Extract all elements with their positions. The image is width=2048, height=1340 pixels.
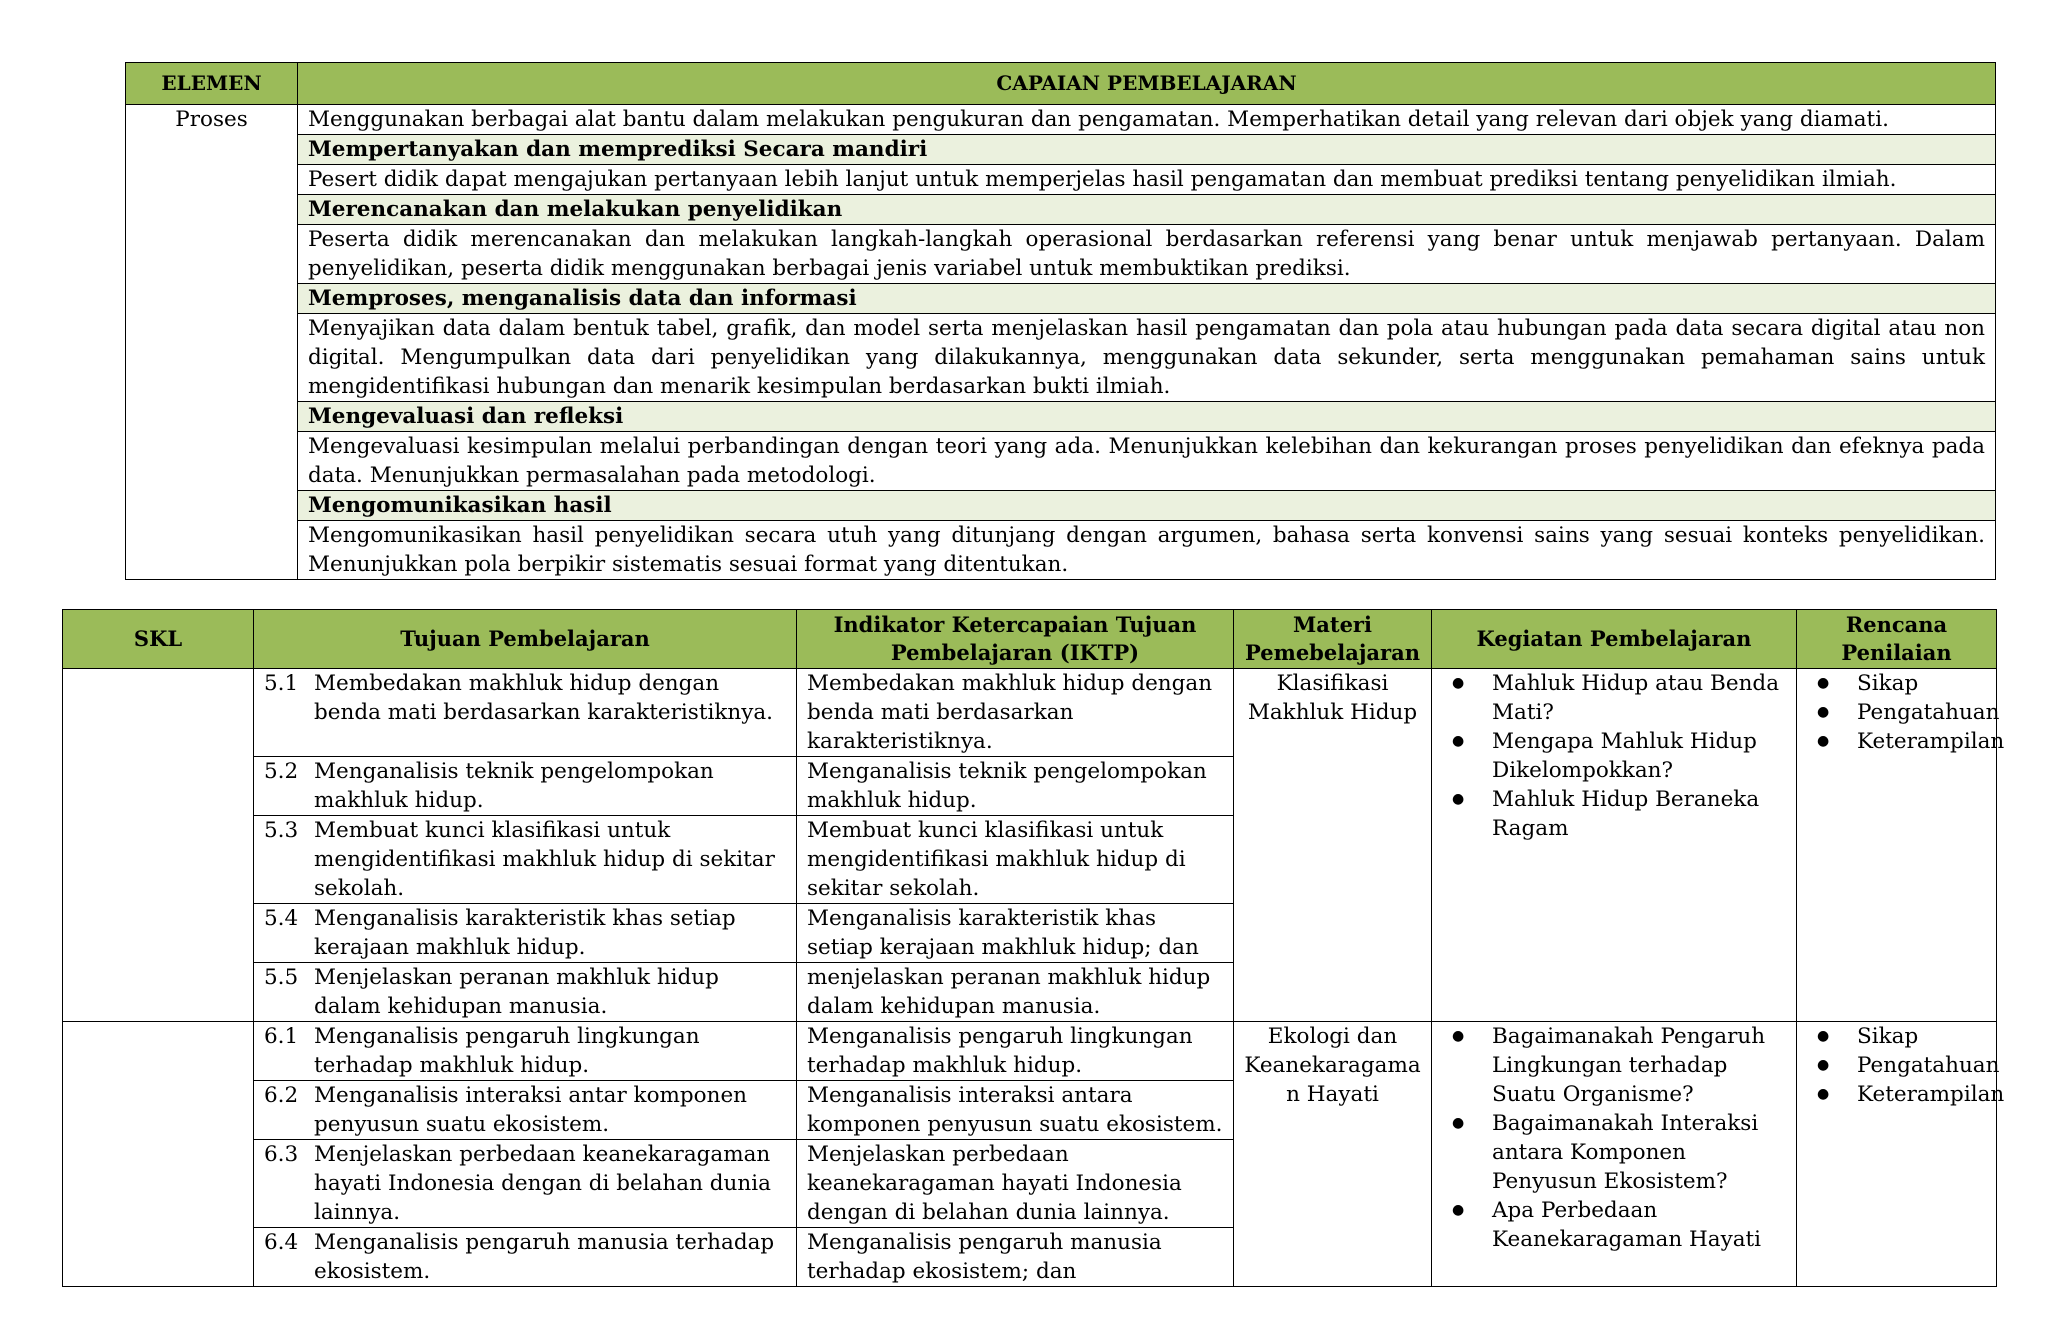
kegiatan-cell [1432, 1022, 1797, 1287]
list-item: ● Keterampilan [1857, 1080, 1986, 1109]
list-item: ● Pengatahuan [1857, 698, 1986, 727]
kegiatan-list [1442, 669, 1786, 843]
tujuan-number: 5.4 [264, 906, 299, 931]
tujuan-number: 5.1 [264, 671, 299, 696]
section-title: Merencanakan dan melakukan penyelidikan [298, 195, 1996, 225]
header-tujuan: Tujuan Pembelajaran [254, 610, 797, 669]
skl-cell [63, 1022, 254, 1287]
section-title: Mengomunikasikan hasil [298, 491, 1996, 521]
iktp-cell: Membedakan makhluk hidup dengan benda mati berdasarkan karakteristiknya. [797, 669, 1234, 757]
iktp-cell: menjelaskan peranan makhluk hidup dalam kehidupan manusia. [797, 963, 1234, 1022]
section-body: Menyajikan data dalam bentuk tabel, grafik, dan model serta menjelaskan hasil pengamatan dan pola atau hubungan pada data secara digital atau non digital. Mengumpulkan data dari penyelidikan yang dilakukannya, menggunakan data sekunder, serta menggunakan pemahaman sains untuk mengidentifikasi hubungan dan menarik kesimpulan berdasarkan bukti ilmiah. [298, 314, 1996, 402]
tujuan-cell [254, 1022, 797, 1081]
list-item: ● Apa Perbedaan Keanekaragaman Hayati [1492, 1196, 1786, 1254]
tujuan-number: 5.2 [264, 759, 299, 784]
penilaian-cell [1797, 1022, 2005, 1287]
list-item: ● Keterampilan [1857, 727, 1986, 756]
tujuan-number: 6.1 [264, 1024, 299, 1049]
tujuan-cell [254, 816, 797, 904]
iktp-cell: Menganalisis pengaruh lingkungan terhadap makhluk hidup. [797, 1022, 1234, 1081]
tujuan-cell [254, 904, 797, 963]
penilaian-cell [1797, 669, 2005, 1022]
table-header-row [126, 63, 1996, 105]
tujuan-cell [254, 1228, 797, 1287]
table-row [63, 669, 1997, 757]
header-kegiatan: Kegiatan Pembelajaran [1432, 610, 1797, 669]
table-row [63, 1022, 1997, 1081]
table-row [126, 105, 1996, 135]
tujuan-text: Menganalisis teknik pengelompokan makhluk hidup. [314, 759, 714, 813]
iktp-cell: Menganalisis teknik pengelompokan makhluk hidup. [797, 757, 1234, 816]
list-item: ● Bagaimanakah Pengaruh Lingkungan terhadap Suatu Organisme? [1492, 1022, 1786, 1109]
penilaian-list [1807, 1022, 2005, 1109]
section-body: Mengomunikasikan hasil penyelidikan secara utuh yang ditunjang dengan argumen, bahasa serta konvensi sains yang sesuai konteks penyelidikan. Menunjukkan pola berpikir sistematis sesuai format yang ditentukan. [298, 521, 1996, 580]
tujuan-text: Membuat kunci klasifikasi untuk mengidentifikasi makhluk hidup di sekitar sekolah. [314, 818, 775, 901]
tujuan-text: Menganalisis karakteristik khas setiap kerajaan makhluk hidup. [314, 906, 736, 960]
list-item: ● Pengatahuan [1857, 1051, 1986, 1080]
capaian-pembelajaran-table [125, 62, 1996, 580]
tujuan-cell [254, 963, 797, 1022]
tujuan-cell [254, 757, 797, 816]
list-item: ● Bagaimanakah Interaksi antara Komponen Penyusun Ekosistem? [1492, 1109, 1786, 1196]
section-title: Mengevaluasi dan refleksi [298, 402, 1996, 432]
section-body: Pesert didik dapat mengajukan pertanyaan lebih lanjut untuk memperjelas hasil pengamatan dan membuat prediksi tentang penyelidikan ilmiah. [298, 165, 1996, 195]
skl-cell [63, 669, 254, 1022]
tujuan-text: Menganalisis interaksi antar komponen penyusun suatu ekosistem. [314, 1083, 748, 1137]
header-skl: SKL [63, 610, 254, 669]
tujuan-text: Menjelaskan peranan makhluk hidup dalam kehidupan manusia. [314, 965, 719, 1019]
materi-cell: Klasifikasi Makhluk Hidup [1234, 669, 1432, 1022]
tujuan-cell [254, 1081, 797, 1140]
header-capaian: CAPAIAN PEMBELAJARAN [298, 63, 1996, 105]
tujuan-text: Menganalisis pengaruh lingkungan terhadap makhluk hidup. [314, 1024, 700, 1078]
header-materi: Materi Pemebelajaran [1234, 610, 1432, 669]
materi-cell: Ekologi dan Keanekaragama n Hayati [1234, 1022, 1432, 1287]
section-body: Mengevaluasi kesimpulan melalui perbandingan dengan teori yang ada. Menunjukkan kelebihan dan kekurangan proses penyelidikan dan efeknya pada data. Menunjukkan permasalahan pada metodologi. [298, 432, 1996, 491]
tujuan-text: Menjelaskan perbedaan keanekaragaman hayati Indonesia dengan di belahan dunia lainnya. [314, 1142, 771, 1225]
tujuan-number: 6.4 [264, 1230, 299, 1255]
tujuan-cell [254, 669, 797, 757]
tujuan-text: Membedakan makhluk hidup dengan benda mati berdasarkan karakteristiknya. [314, 671, 774, 725]
section-body: Peserta didik merencanakan dan melakukan langkah-langkah operasional berdasarkan referensi yang benar untuk menjawab pertanyaan. Dalam penyelidikan, peserta didik menggunakan berbagai jenis variabel untuk membuktikan prediksi. [298, 225, 1996, 284]
elemen-cell: Proses [126, 105, 298, 580]
list-item: ● Sikap [1857, 669, 1986, 698]
kegiatan-list [1442, 1022, 1786, 1254]
list-item: ● Sikap [1857, 1022, 1986, 1051]
tujuan-pembelajaran-table [62, 609, 2005, 1287]
tujuan-number: 6.3 [264, 1142, 299, 1167]
kegiatan-cell [1432, 669, 1797, 1022]
capaian-intro: Menggunakan berbagai alat bantu dalam melakukan pengukuran dan pengamatan. Memperhatikan detail yang relevan dari objek yang diamati. [298, 105, 1996, 135]
iktp-cell: Menganalisis pengaruh manusia terhadap ekosistem; dan [797, 1228, 1234, 1287]
iktp-cell: Menganalisis karakteristik khas setiap kerajaan makhluk hidup; dan [797, 904, 1234, 963]
iktp-cell: Membuat kunci klasifikasi untuk mengidentifikasi makhluk hidup di sekitar sekolah. [797, 816, 1234, 904]
table-header-row [63, 610, 1997, 669]
tujuan-number: 5.3 [264, 818, 299, 843]
penilaian-list [1807, 669, 2005, 756]
list-item: ● Mengapa Mahluk Hidup Dikelompokkan? [1492, 727, 1786, 785]
list-item: ● Mahluk Hidup Beraneka Ragam [1492, 785, 1786, 843]
tujuan-text: Menganalisis pengaruh manusia terhadap ekosistem. [314, 1230, 775, 1284]
tujuan-cell [254, 1140, 797, 1228]
header-elemen: ELEMEN [126, 63, 298, 105]
iktp-cell: Menjelaskan perbedaan keanekaragaman hayati Indonesia dengan di belahan dunia lainnya. [797, 1140, 1234, 1228]
tujuan-number: 5.5 [264, 965, 299, 990]
header-iktp: Indikator Ketercapaian Tujuan Pembelajaran (IKTP) [797, 610, 1234, 669]
section-title: Mempertanyakan dan memprediksi Secara mandiri [298, 135, 1996, 165]
tujuan-number: 6.2 [264, 1083, 299, 1108]
list-item: ● Mahluk Hidup atau Benda Mati? [1492, 669, 1786, 727]
section-title: Memproses, menganalisis data dan informasi [298, 284, 1996, 314]
iktp-cell: Menganalisis interaksi antara komponen penyusun suatu ekosistem. [797, 1081, 1234, 1140]
header-penilaian: Rencana Penilaian [1797, 610, 1997, 669]
